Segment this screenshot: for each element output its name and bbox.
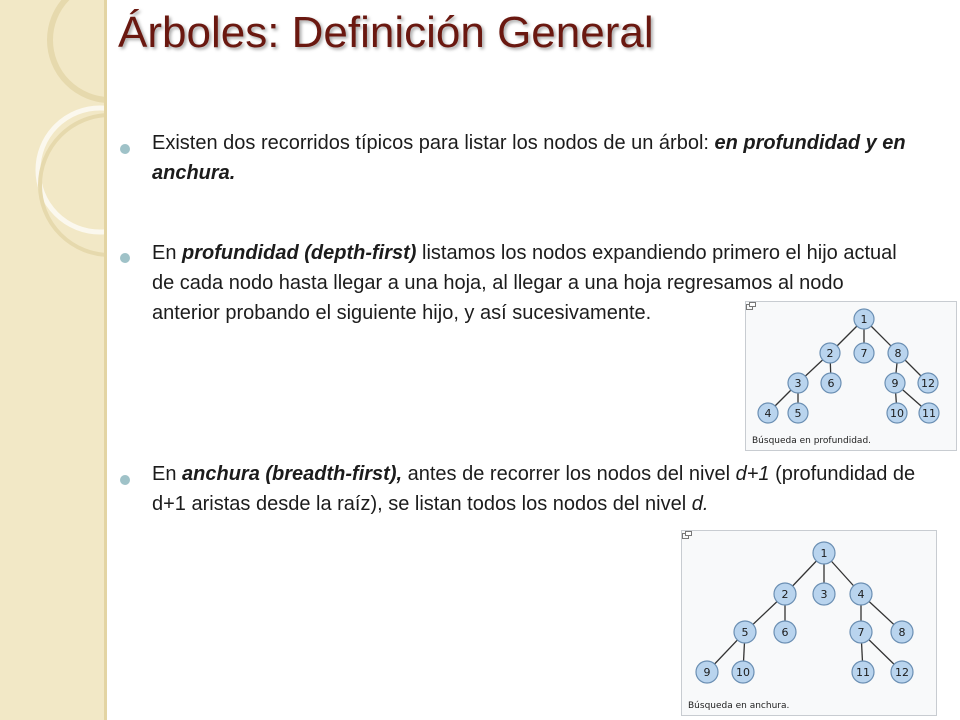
tree-node <box>813 542 835 564</box>
bullet-1-emphasis: en profundidad y en anchura. <box>152 132 906 184</box>
tree-node-label: 8 <box>894 347 902 360</box>
tree-node-label: 2 <box>781 588 789 601</box>
tree-node-label: 3 <box>820 588 828 601</box>
tree-node <box>732 661 754 683</box>
bullet-marker <box>118 137 134 153</box>
tree-node-label: 4 <box>764 407 772 420</box>
tree-node <box>918 373 938 393</box>
bullet-3-run: (profundidad de d+1 aristas desde la raíz), se listan todos los nodos del nivel <box>152 463 916 515</box>
figure-caption: Búsqueda en profundidad. <box>752 436 872 446</box>
tree-node <box>887 403 907 423</box>
bullet-3-run: En <box>152 463 183 485</box>
tree-node <box>788 403 808 423</box>
bullet-2-emphasis: profundidad (depth-first) <box>182 242 417 264</box>
tree-node-label: 10 <box>890 407 904 420</box>
tree-node <box>821 373 841 393</box>
tree-node-label: 8 <box>898 626 906 639</box>
bfs-tree-figure <box>681 530 937 716</box>
tree-node <box>774 583 796 605</box>
bullet-3-emphasis: anchura (breadth-first), <box>182 463 403 485</box>
decorative-circles <box>0 0 104 720</box>
dfs-tree-figure <box>745 301 957 451</box>
enlarge-icon[interactable] <box>682 531 692 539</box>
bullet-marker <box>118 468 134 484</box>
bullet-2-run: listamos los nodos expandiendo primero el hijo actual de cada nodo hasta llegar a una hoja, al llegar a una hoja regresamos al nodo anterior probando el siguiente hijo, y así sucesivamente. <box>152 242 897 324</box>
tree-node-label: 9 <box>703 666 711 679</box>
tree-node-label: 6 <box>827 377 835 390</box>
tree-node-label: 2 <box>826 347 834 360</box>
tree-node-label: 5 <box>794 407 802 420</box>
tree-node <box>788 373 808 393</box>
tree-node-label: 4 <box>857 588 865 601</box>
tree-node <box>850 583 872 605</box>
tree-node-label: 10 <box>736 666 750 679</box>
tree-node-label: 1 <box>860 313 868 326</box>
tree-node <box>850 621 872 643</box>
tree-node <box>820 343 840 363</box>
tree-node-label: 6 <box>781 626 789 639</box>
tree-node <box>734 621 756 643</box>
tree-node-label: 12 <box>895 666 909 679</box>
dfs-tree-diagram <box>746 302 958 432</box>
tree-node-label: 5 <box>741 626 749 639</box>
tree-node <box>854 309 874 329</box>
bfs-tree-diagram <box>682 531 938 691</box>
figure-caption: Búsqueda en anchura. <box>688 701 790 711</box>
tree-node-label: 11 <box>856 666 870 679</box>
tree-node-label: 11 <box>922 407 936 420</box>
bullet-3-italic: d. <box>691 493 709 515</box>
bullet-3 <box>152 459 927 519</box>
tree-node-label: 3 <box>794 377 802 390</box>
bullet-3-italic: d+1 <box>735 463 770 485</box>
tree-node-label: 1 <box>820 547 828 560</box>
bullet-1-run: Existen dos recorridos típicos para listar los nodos de un árbol: <box>152 132 715 154</box>
decorative-sidebar <box>0 0 107 720</box>
tree-node <box>813 583 835 605</box>
bullet-3-run: antes de recorrer los nodos del nivel <box>402 463 736 485</box>
tree-node <box>885 373 905 393</box>
tree-node-label: 9 <box>891 377 899 390</box>
tree-node <box>891 661 913 683</box>
tree-node <box>888 343 908 363</box>
tree-node <box>852 661 874 683</box>
tree-node-label: 7 <box>860 347 868 360</box>
bullet-marker <box>118 246 134 262</box>
tree-node <box>854 343 874 363</box>
bullet-2-run: En <box>152 242 183 264</box>
tree-node <box>696 661 718 683</box>
tree-node-label: 12 <box>921 377 935 390</box>
tree-node <box>774 621 796 643</box>
tree-node-label: 7 <box>857 626 865 639</box>
tree-node <box>758 403 778 423</box>
enlarge-icon[interactable] <box>746 302 756 310</box>
tree-node <box>919 403 939 423</box>
bullet-1 <box>152 128 922 188</box>
tree-node <box>891 621 913 643</box>
slide-title: Árboles: Definición General <box>118 8 654 57</box>
